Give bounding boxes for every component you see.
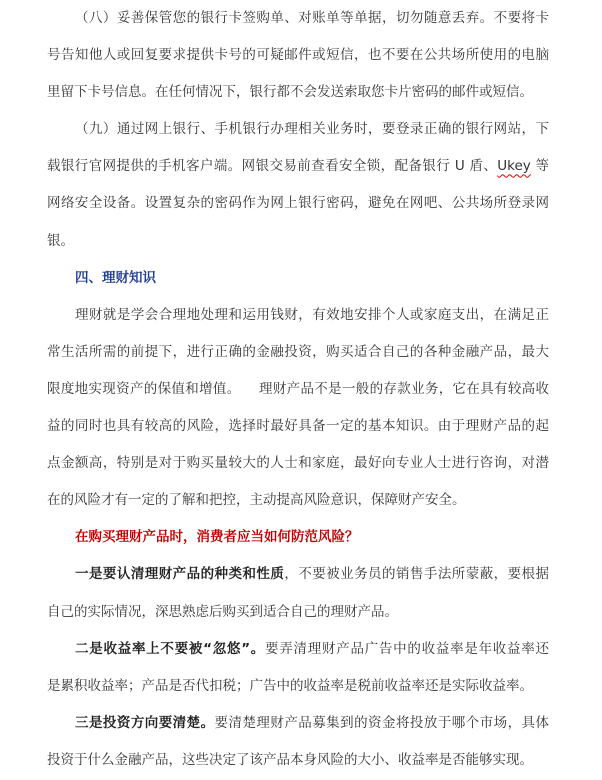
section-heading: 四、理财知识 — [75, 269, 156, 286]
text-segment: ，不要被业务员的销售手法所蒙蔽，要根据 — [284, 566, 550, 583]
text-line: 限度地实现资产的保值和增值。 理财产品不是一般的存款业务，它在具有较高收 — [47, 380, 549, 397]
text-segment: 载银行官网提供的手机客户端。网银交易前查看安全锁，配备银行 U 盾、 — [47, 158, 498, 175]
text-line: 网络安全设备。设置复杂的密码作为网上银行密码，避免在网吧、公共场所登录网 — [47, 195, 549, 212]
text-line: 益的同时也具有较高的风险，选择时最好具备一定的基本知识。由于理财产品的起 — [47, 418, 549, 435]
text-line: 里留下卡号信息。在任何情况下，银行都不会发送索取您卡片密码的邮件或短信。 — [47, 84, 533, 101]
text-line: 在的风险才有一定的了解和把控，主动提高风险意识，保障财产安全。 — [47, 492, 466, 509]
text-segment: 要弄清理财产品广告中的收益率是年收益率还 — [265, 640, 550, 657]
text-line: （九）通过网上银行、手机银行办理相关业务时，要登录正确的银行网站，下 — [75, 121, 549, 138]
point-title: 三是投资方向要清楚。 — [75, 714, 215, 731]
misspelled-word: Ukey — [497, 158, 531, 175]
text-segment: 要清楚理财产品募集到的资金将投放于哪个市场，具体 — [214, 714, 550, 731]
text-segment: 等 — [530, 158, 549, 175]
point-3 — [47, 705, 549, 779]
text-line: 理财就是学会合理地处理和运用钱财，有效地安排个人或家庭支出，在满足正 — [75, 306, 549, 323]
document-body — [47, 0, 549, 779]
point-1 — [47, 556, 549, 630]
text-line: 点金额高，特别是对于购买量较大的人士和家庭，最好向专业人士进行咨询，对潜 — [47, 455, 549, 472]
point-title: 一是要认清理财产品的种类和性质 — [75, 566, 285, 583]
text-line — [47, 631, 549, 668]
text-line: 是累积收益率；产品是否代扣税；广告中的收益率是税前收益率还是实际收益率。 — [47, 677, 533, 694]
point-2 — [47, 631, 549, 705]
text-line: （八）妥善保管您的银行卡签购单、对账单等单据，切勿随意丢弃。不要将卡 — [75, 10, 549, 26]
paragraph-item-9 — [47, 111, 549, 259]
question-heading: 在购买理财产品时，消费者应当如何防范风险？ — [75, 529, 359, 546]
text-line — [47, 556, 549, 593]
text-line: 投资于什么金融产品，这些决定了该产品本身风险的大小、收益率是否能够实现。 — [47, 751, 533, 768]
paragraph-intro — [47, 297, 549, 520]
paragraph-item-8 — [47, 0, 549, 111]
text-line: 常生活所需的前提下，进行正确的金融投资，购买适合自己的各种金融产品，最大 — [47, 343, 549, 360]
point-title: 二是收益率上不要被“忽悠”。 — [75, 640, 266, 657]
text-line — [47, 148, 549, 185]
text-line: 银。 — [47, 232, 74, 249]
text-line: 自己的实际情况，深思熟虑后购买到适合自己的理财产品。 — [47, 603, 398, 620]
text-line: 号告知他人或回复要求提供卡号的可疑邮件或短信，也不要在公共场所使用的电脑 — [47, 47, 549, 64]
text-line — [47, 705, 549, 742]
